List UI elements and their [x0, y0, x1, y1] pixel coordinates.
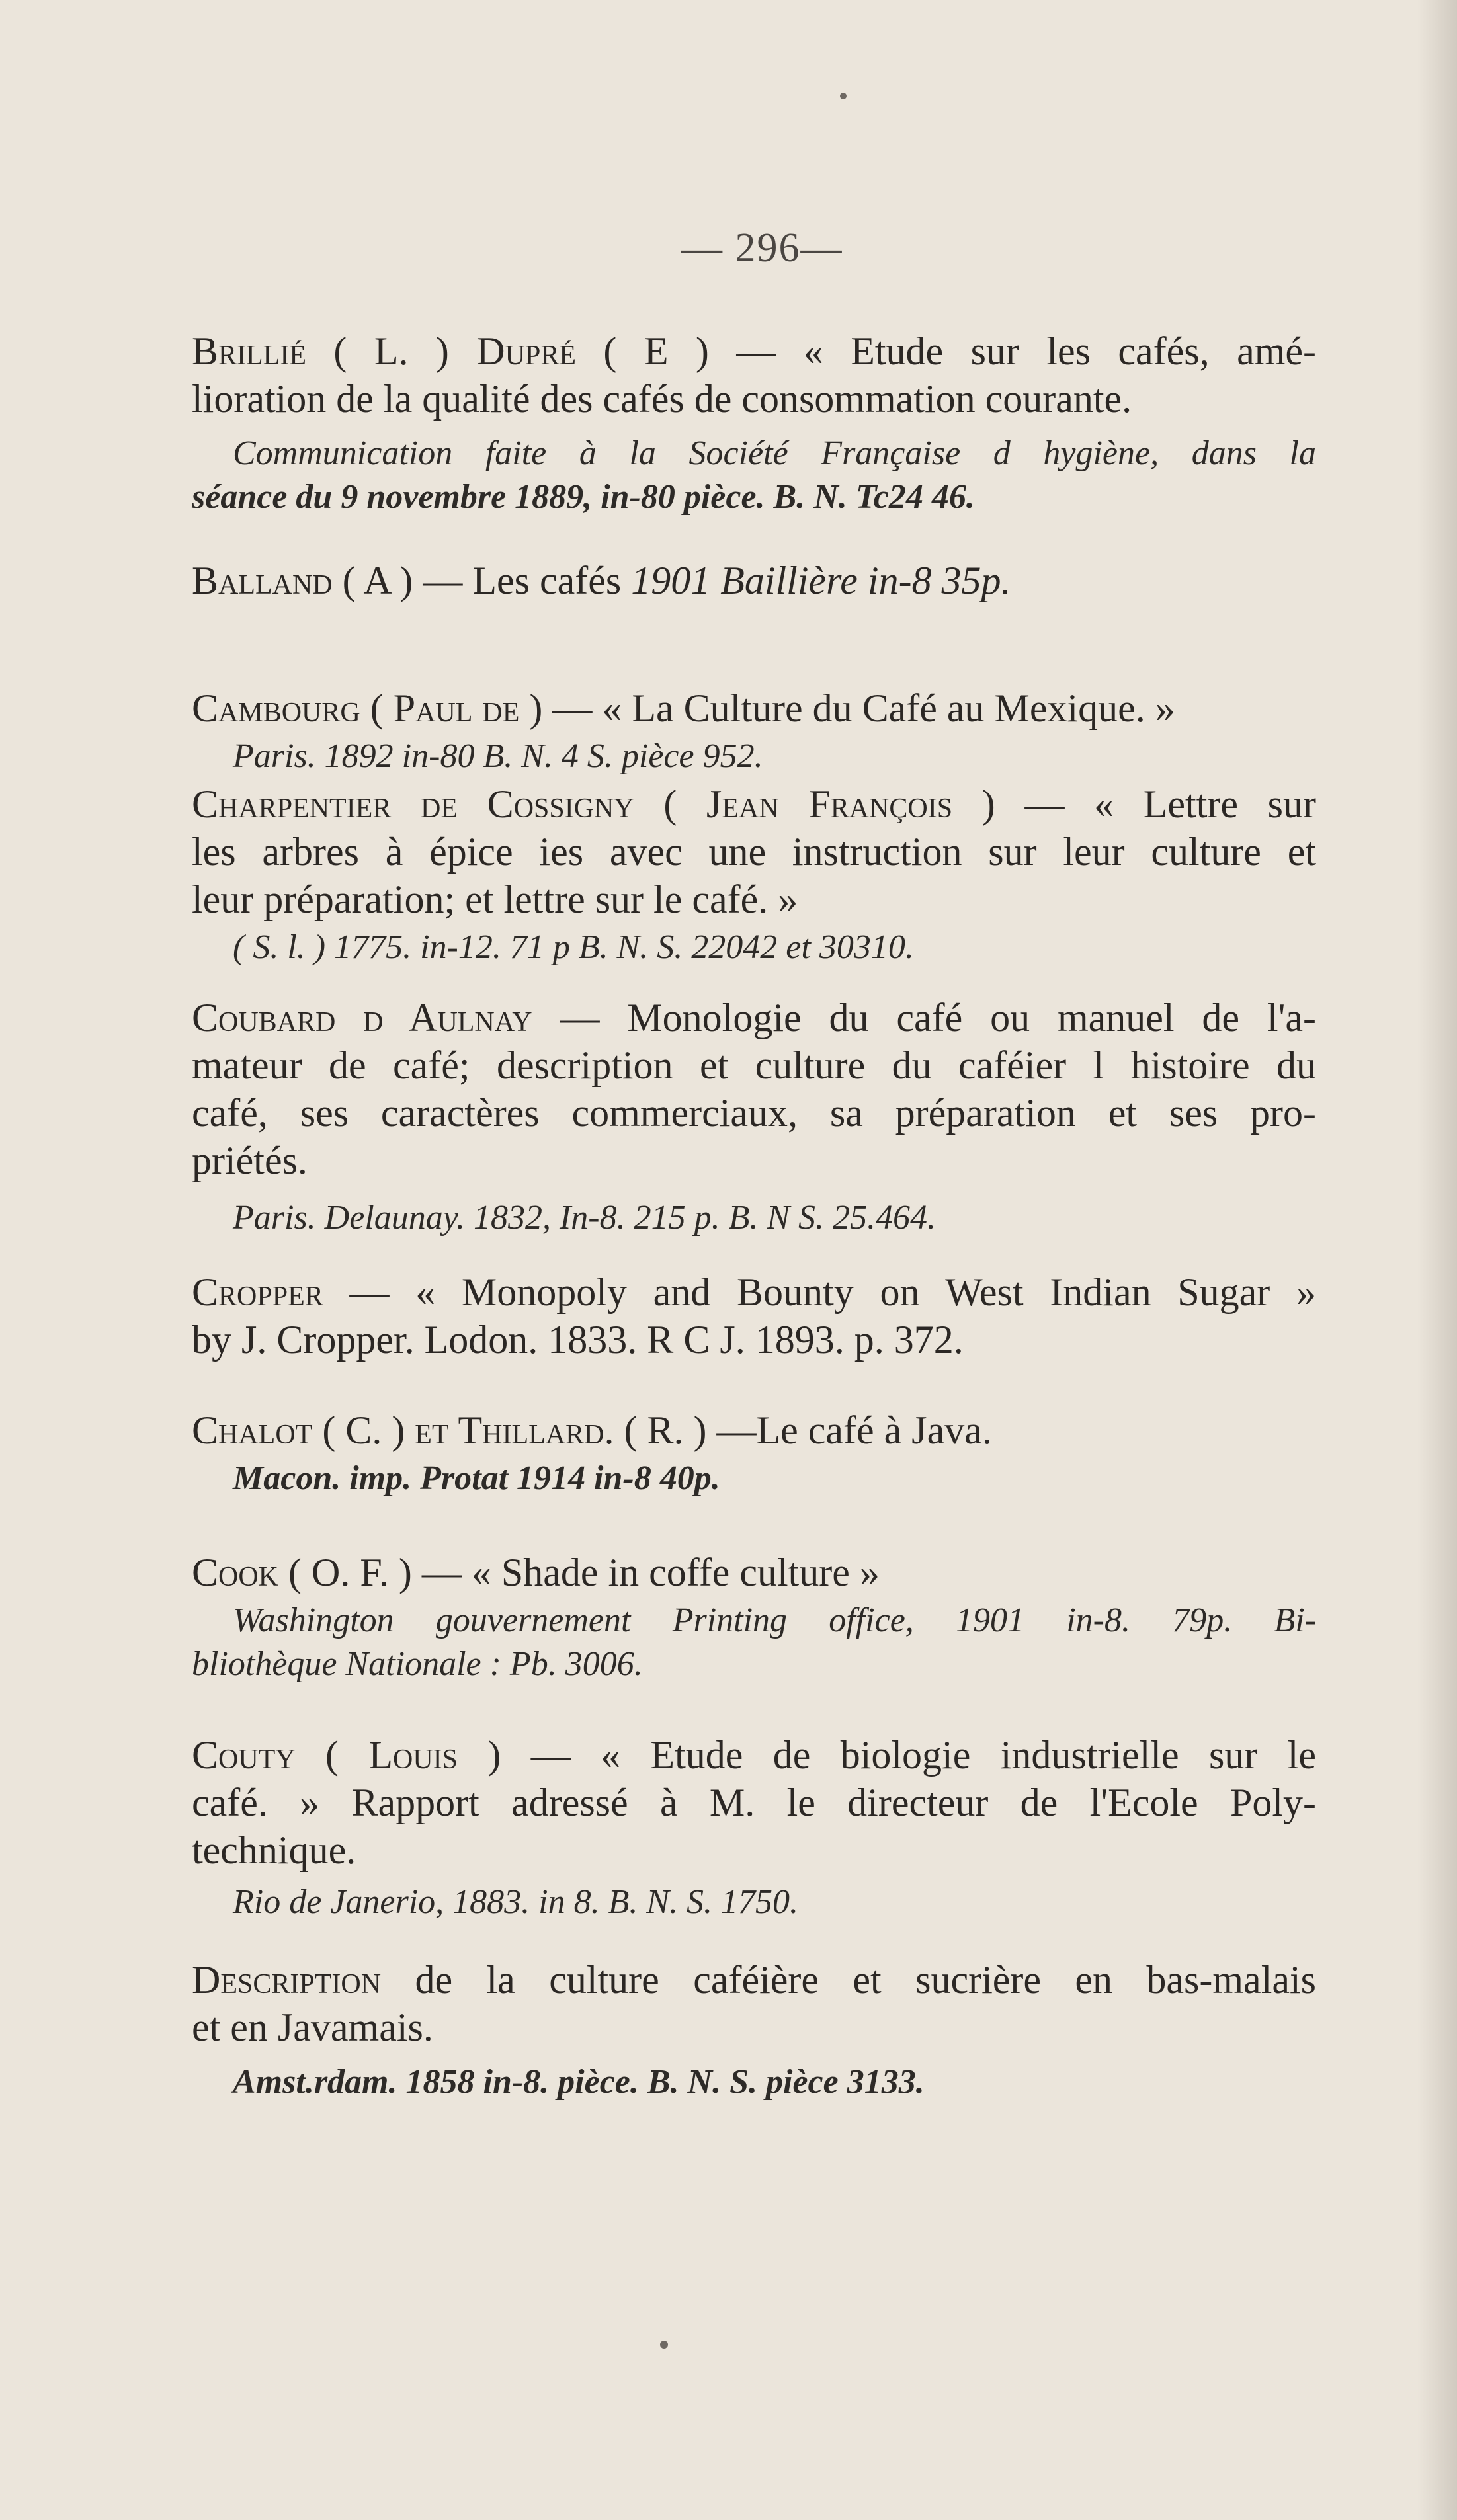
entry-publication-line: Rio de Janerio, 1883. in 8. B. N. S. 1750. [233, 1883, 799, 1921]
entry-title-line: — Monologie du café ou manuel de l'a- [560, 996, 1316, 1039]
entry-title-line: — « Monopoly and Bounty on West Indian Sugar » [349, 1270, 1317, 1314]
entry-first-line [192, 780, 1316, 828]
entry-first-line [192, 1956, 1316, 2004]
entry-author: Balland ( A ) [192, 559, 413, 602]
entry-first-line [192, 994, 1316, 1041]
entry-author: Description [192, 1958, 382, 2002]
entry-title-line: les arbres à épice ies avec une instruction sur leur culture et [192, 830, 1316, 874]
entry-title-line: by J. Cropper. Lodon. 1833. R C J. 1893. p. 372. [192, 1318, 964, 1362]
entry-title-line: — « Etude de biologie industrielle sur le [530, 1733, 1316, 1777]
entry-author: Brillié ( L. ) Dupré ( E ) [192, 329, 709, 373]
entry-title-line: technique. [192, 1828, 356, 1872]
entry-title-line: — « La Culture du Café au Mexique. » [552, 686, 1175, 730]
entry-first-line [192, 327, 1316, 375]
entry-author: Cropper [192, 1270, 323, 1314]
page-edge-shadow [1417, 0, 1457, 2520]
entry-publication-line: Paris. Delaunay. 1832, In-8. 215 p. B. N S. 25.464. [233, 1199, 937, 1237]
ink-speck [660, 2341, 668, 2349]
entry-publication-line: Washington gouvernement Printing office, 1901 in-8. 79p. Bi- [233, 1602, 1316, 1639]
bibliography-entry [192, 994, 1316, 1240]
entry-title-line: priétés. [192, 1139, 308, 1182]
entry-title-line: — Les cafés [423, 559, 622, 602]
entry-first-line [192, 1731, 1316, 1779]
entry-first-line [192, 1268, 1316, 1316]
bibliography-entry [192, 1406, 1316, 1500]
entry-publication-line: Communication faite à la Société Française d hygiène, dans la [233, 434, 1316, 472]
ink-speck [840, 93, 847, 99]
entry-author: Cambourg ( Paul de ) [192, 686, 543, 730]
entry-author: Coubard d Aulnay [192, 996, 532, 1039]
entry-title-line: leur préparation; et lettre sur le café. » [192, 877, 798, 921]
bibliography-entry [192, 780, 1316, 969]
entry-title-line: — « Lettre sur [1024, 782, 1317, 826]
entry-publication-line: Macon. imp. Protat 1914 in-8 40p. [233, 1459, 720, 1497]
entry-author: Cook ( O. F. ) [192, 1551, 412, 1594]
entry-first-line [192, 1406, 1316, 1454]
entry-title-line: — « Etude sur les cafés, amé- [736, 329, 1316, 373]
bibliography-entry [192, 1549, 1316, 1686]
entry-publication-line: Paris. 1892 in-80 B. N. 4 S. pièce 952. [233, 737, 763, 775]
bibliography-entry [192, 327, 1316, 519]
entry-title-line: et en Javamais. [192, 2006, 433, 2049]
entry-title-line: café. » Rapport adressé à M. le directeur de l'Ecole Poly- [192, 1781, 1316, 1824]
entry-author: Couty ( Louis ) [192, 1733, 501, 1777]
bibliography-entry [192, 557, 1316, 604]
entry-first-line [192, 684, 1316, 732]
bibliography-entry [192, 1268, 1316, 1363]
entry-publication-line: séance du 9 novembre 1889, in-80 pièce. B. N. Tc24 46. [192, 478, 975, 516]
page-number: — 296— [681, 225, 843, 270]
entry-title-line: mateur de café; description et culture du caféier l histoire du [192, 1043, 1316, 1087]
entry-title-line: de la culture caféière et sucrière en bas-malais [415, 1958, 1317, 2002]
entry-title-line: café, ses caractères commerciaux, sa préparation et ses pro- [192, 1091, 1316, 1135]
entry-publication-line: bliothèque Nationale : Pb. 3006. [192, 1645, 643, 1683]
entry-author: Chalot ( C. ) et Thillard. ( R. ) [192, 1408, 707, 1452]
entry-author: Charpentier de Cossigny ( Jean François ) [192, 782, 995, 826]
entry-title-line: — « Shade in coffe culture » [421, 1551, 880, 1594]
bibliography-entry [192, 1956, 1316, 2104]
entry-first-line [192, 1549, 1316, 1596]
entry-publication-line: Amst.rdam. 1858 in-8. pièce. B. N. S. pièce 3133. [233, 2063, 925, 2101]
entry-title-line: —Le café à Java. [716, 1408, 992, 1452]
bibliography-entry [192, 1731, 1316, 1924]
entry-publication-line: 1901 Baillière in-8 35p. [631, 559, 1011, 602]
bibliography-entry [192, 684, 1316, 778]
entry-title-line: lioration de la qualité des cafés de consommation courante. [192, 377, 1132, 421]
entry-publication-line: ( S. l. ) 1775. in-12. 71 p B. N. S. 22042 et 30310. [233, 928, 914, 966]
entry-first-line [192, 557, 1316, 604]
